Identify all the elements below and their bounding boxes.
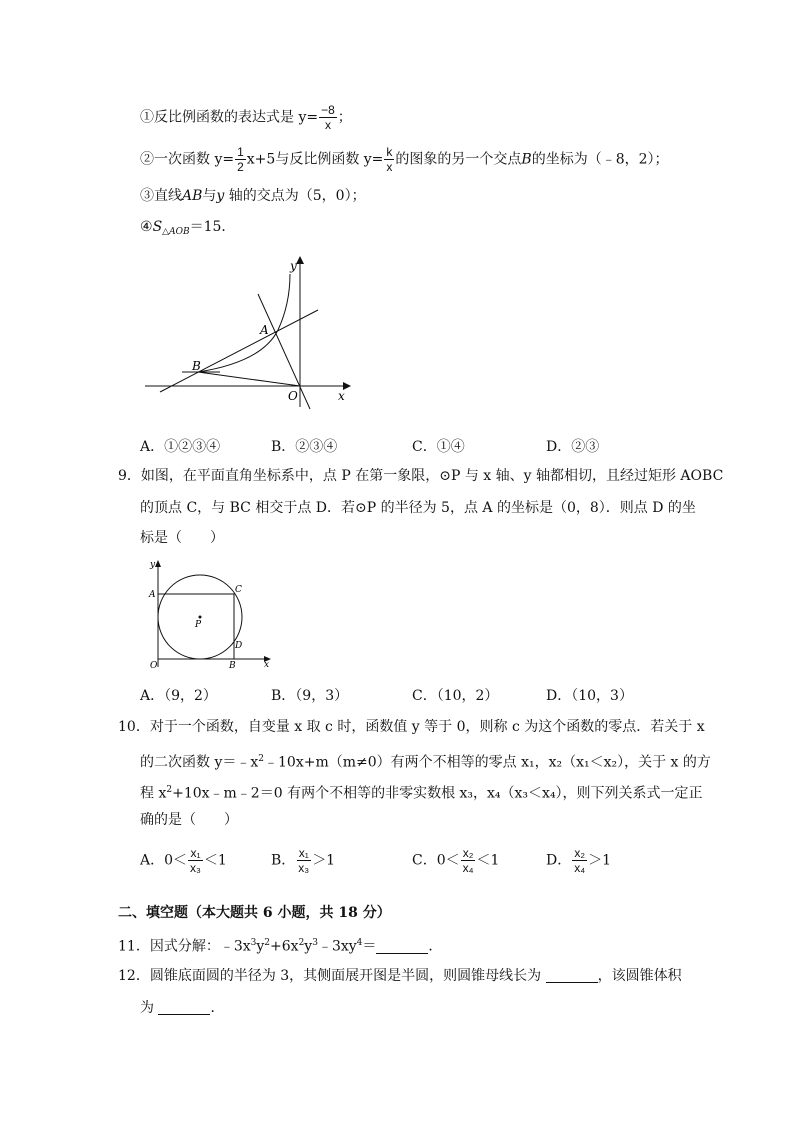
fraction-half <box>235 145 246 174</box>
q12-line-1-post: ，该圆锥体积 <box>597 968 682 984</box>
statement-3-text: 直线 <box>154 188 182 204</box>
y-label: y <box>150 560 156 570</box>
fraction-8-over-x <box>319 103 337 132</box>
option-post: ＞1 <box>588 852 612 869</box>
fraction-numerator: x₂ <box>574 846 586 860</box>
y-axis-label: y <box>216 188 225 204</box>
q10-line-3 <box>140 780 703 804</box>
point-a-label: A <box>149 590 156 600</box>
statement-2 <box>140 145 669 174</box>
q11-term: +6x <box>270 938 299 955</box>
q11-answer-blank[interactable] <box>376 939 428 954</box>
q12-line-2 <box>140 998 224 1018</box>
statement-2-pre: 一次函数 y= <box>154 151 235 168</box>
q10-line-4: 确的是（ ） <box>140 812 238 828</box>
q10-option-a[interactable] <box>140 846 227 875</box>
statement-3-mid: 与 <box>202 188 217 204</box>
option-label: B． <box>271 852 296 869</box>
line-ab-label: AB <box>182 188 203 204</box>
q10-option-c[interactable] <box>412 846 499 875</box>
q9-option-c[interactable]: C．（10，2） <box>412 688 499 704</box>
option-label: D． <box>546 852 572 869</box>
fraction-denominator: 2 <box>237 160 244 174</box>
q9-line-3: 标是（ ） <box>140 530 224 546</box>
x-label: x <box>338 389 345 403</box>
point-d-label: D <box>235 641 243 651</box>
y-axis-arrow <box>296 256 304 264</box>
option-fraction <box>572 846 587 875</box>
superscript: 3 <box>250 938 257 948</box>
q12-line-2-post: ． <box>210 1000 225 1016</box>
q10-line-2 <box>140 749 711 773</box>
q11 <box>118 933 442 957</box>
circled-1: ① <box>140 109 154 126</box>
point-b-label: B <box>192 359 201 373</box>
circled-4: ④ <box>140 219 153 235</box>
option-pre: 0＜ <box>436 852 460 869</box>
superscript: 3 <box>312 938 318 948</box>
fraction-numerator: 1 <box>237 145 244 159</box>
area-symbol: S <box>152 219 163 235</box>
q12-line-2-pre: 为 <box>140 1000 159 1016</box>
fraction-denominator: x <box>386 160 393 174</box>
q11-term: y <box>304 938 313 955</box>
q11-pre: 11．因式分解：﹣3x <box>118 938 251 955</box>
statement-4 <box>140 217 235 242</box>
fraction-denominator: x₄ <box>574 861 586 875</box>
y-axis-arrow <box>155 560 161 567</box>
point-p-label: P <box>195 620 202 630</box>
q9-line-1: 9．如图，在平面直角坐标系中，点 P 在第一象限，⊙P 与 x 轴、y 轴都相切，且经过矩形 AOBC <box>118 468 724 484</box>
statement-1-text: 反比例函数的表达式是 y= <box>154 109 319 126</box>
fraction-numerator: x₁ <box>298 846 309 860</box>
q10-option-b[interactable] <box>271 846 335 875</box>
statement-2-mid: x+5与反比例函数 y= <box>246 151 384 168</box>
origin-label: O <box>150 661 158 671</box>
statement-2-post2: 的坐标为（﹣8，2）； <box>531 151 669 168</box>
fraction-numerator: k <box>386 145 393 159</box>
q12-answer-blank-1[interactable] <box>546 968 598 983</box>
q10-line-2-post: ﹣10x+m（m≠0）有两个不相等的零点 x₁，x₂（x₁＜x₂），关于 x 的方 <box>264 754 711 771</box>
q9-option-d[interactable]: D．（10，3） <box>546 688 633 704</box>
area-subscript: △AOB <box>162 227 190 237</box>
q11-end: ． <box>428 938 443 955</box>
q11-post: ＝ <box>362 938 377 955</box>
fraction-numerator: x₁ <box>190 846 201 860</box>
superscript: 4 <box>356 938 363 948</box>
q11-term: ﹣3xy <box>317 938 357 955</box>
q10-line-2-pre: 的二次函数 y＝﹣x <box>140 754 259 771</box>
point-b-label: B <box>229 661 236 671</box>
statement-4-post: ＝15． <box>189 219 236 235</box>
option-fraction <box>296 846 311 875</box>
q12-answer-blank-2[interactable] <box>158 1000 210 1015</box>
origin-label: O <box>288 389 298 403</box>
q9-option-b[interactable]: B．（9，3） <box>271 688 349 704</box>
statement-1 <box>140 103 352 132</box>
hyperbola-curve <box>198 274 290 372</box>
statement-3-post: 轴的交点为（5，0）； <box>224 188 366 204</box>
fraction-numerator: −8 <box>321 103 335 117</box>
point-a-label: A <box>260 323 269 337</box>
superscript: 2 <box>166 785 173 795</box>
q8-option-b[interactable]: B．②③④ <box>271 439 338 455</box>
option-fraction <box>188 846 203 875</box>
statement-1-end: ； <box>337 109 352 126</box>
statement-2-post: 的图象的另一个交点 <box>395 151 522 168</box>
q10-option-d[interactable] <box>546 846 611 875</box>
superscript: 2 <box>298 938 305 948</box>
fraction-denominator: x <box>324 118 331 132</box>
option-post: ＞1 <box>312 852 336 869</box>
option-post: ＜1 <box>203 852 227 869</box>
superscript: 2 <box>258 754 264 764</box>
q8-option-d[interactable]: D．②③ <box>546 439 600 455</box>
q10-line-1: 10．对于一个函数，自变量 x 取 c 时，函数值 y 等于 0，则称 c 为这个函数的零点．若关于 x <box>118 719 705 735</box>
point-c-label: C <box>235 585 242 595</box>
q8-option-c[interactable]: C．①④ <box>412 439 465 455</box>
circled-2: ② <box>140 151 154 168</box>
line-ab <box>160 310 318 392</box>
q8-figure <box>140 252 360 412</box>
q8-option-a[interactable]: A．①②③④ <box>140 439 221 455</box>
option-pre: 0＜ <box>164 852 188 869</box>
fraction-k-over-x <box>384 145 394 174</box>
x-label: x <box>264 660 270 670</box>
section-title: 二、填空题（本大题共 6 小题，共 18 分） <box>118 905 391 921</box>
superscript: 2 <box>264 938 271 948</box>
fraction-denominator: x₃ <box>298 861 310 875</box>
point-b-label: B <box>521 151 532 168</box>
fraction-numerator: x₂ <box>462 846 474 860</box>
q12-line-1 <box>118 966 682 986</box>
q11-term: y <box>256 938 265 955</box>
y-label: y <box>290 259 297 273</box>
q10-line-3-post: +10x﹣m﹣2＝0 有两个不相等的非零实数根 x₃，x₄（x₃＜x₄），则下列关系式一定正 <box>172 785 703 802</box>
circled-3: ③ <box>140 188 154 204</box>
segment-ob <box>198 372 300 386</box>
statement-3 <box>140 186 366 206</box>
option-post: ＜1 <box>476 852 500 869</box>
q10-line-3-pre: 程 x <box>140 785 167 802</box>
q12-line-1-pre: 12．圆锥底面圆的半径为 3，其侧面展开图是半圆，则圆锥母线长为 <box>118 968 546 984</box>
option-label: A． <box>140 852 165 869</box>
q9-line-2: 的顶点 C，与 BC 相交于点 D．若⊙P 的半径为 5，点 A 的坐标是（0，8）．则点 D 的坐 <box>140 500 696 516</box>
fraction-denominator: x₃ <box>190 861 201 875</box>
q9-option-a[interactable]: A．（9，2） <box>140 688 217 704</box>
q9-figure <box>140 555 280 673</box>
fraction-denominator: x₄ <box>462 861 474 875</box>
option-fraction <box>461 846 476 875</box>
option-label: C． <box>412 852 437 869</box>
center-p-dot <box>199 616 202 619</box>
line-through-a-origin <box>258 294 310 409</box>
